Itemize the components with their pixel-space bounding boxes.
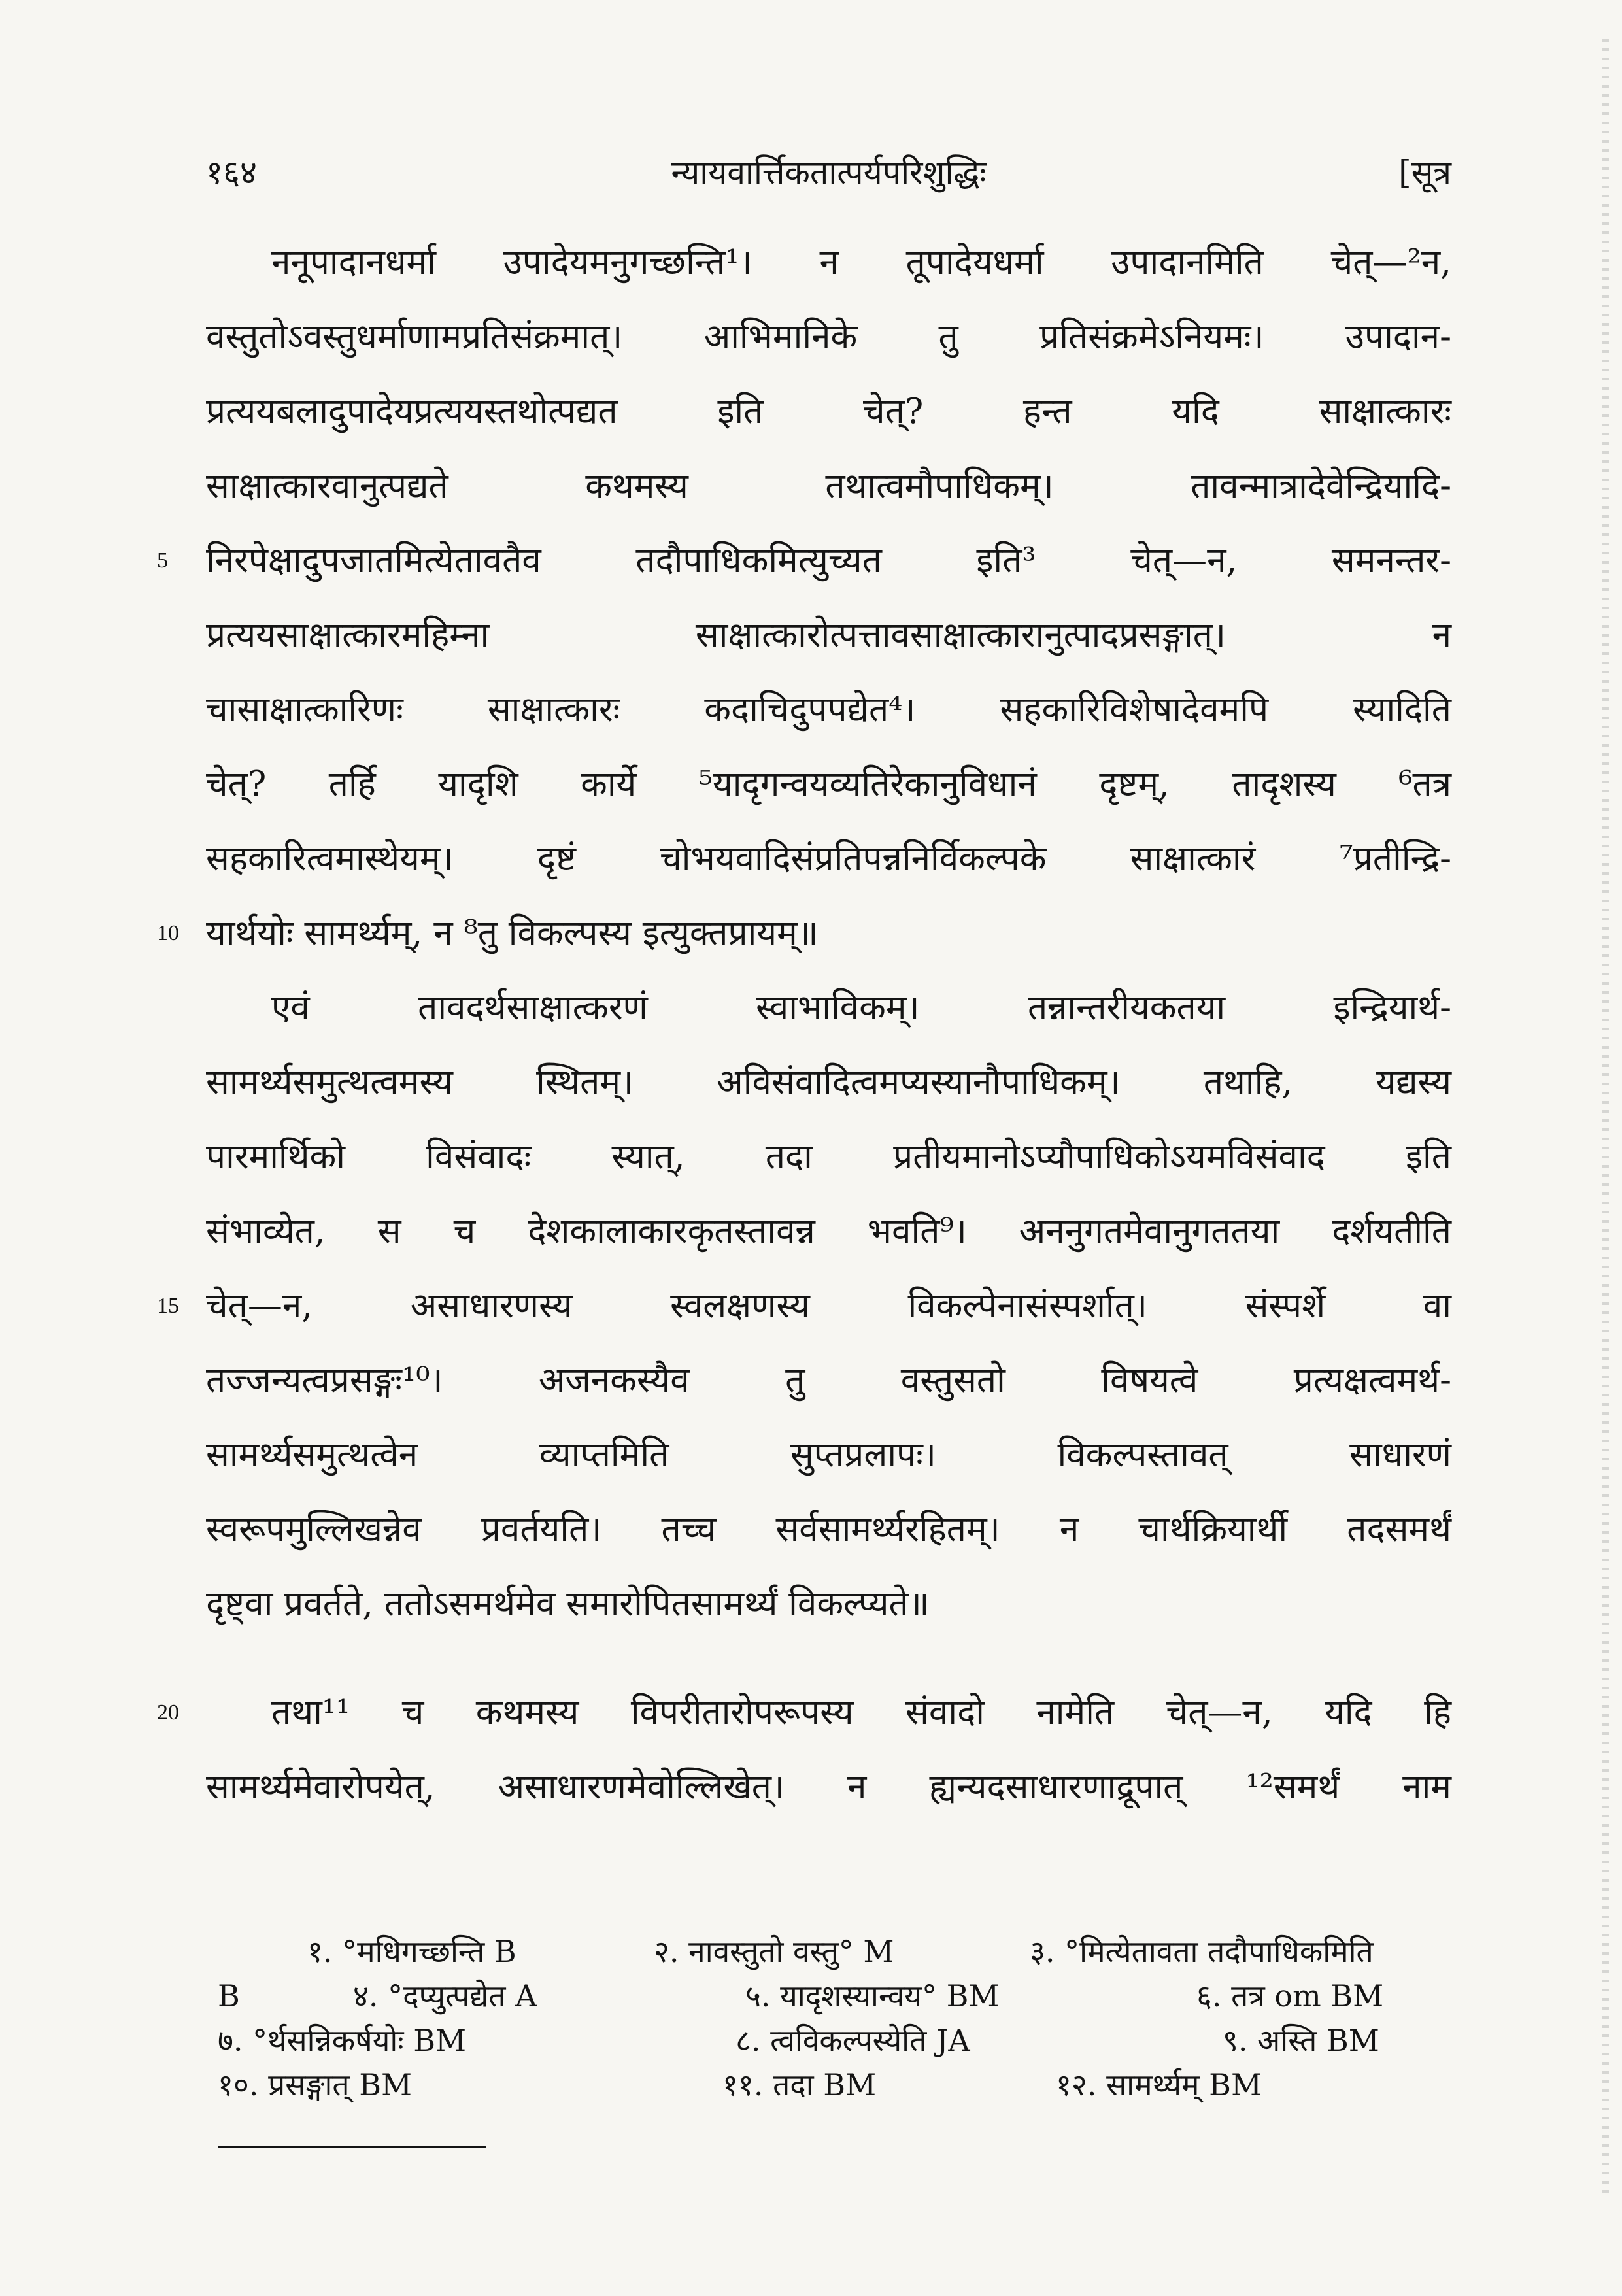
text-line: चासाक्षात्कारिणः साक्षात्कारः कदाचिदुपपद्येत⁴। सहकारिविशेषादेवमपि स्यादिति bbox=[206, 690, 1451, 730]
text-line: सामर्थ्यमेवारोपयेत्, असाधारणमेवोल्लिखेत्। न ह्यन्यदसाधारणाद्रूपात् ¹²समर्थं नाम bbox=[206, 1767, 1451, 1807]
text-line: चेत्—न, असाधारणस्य स्वलक्षणस्य विकल्पेनासंस्पर्शात्। संस्पर्शे वा bbox=[206, 1286, 1451, 1326]
footnote: १०. प्रसङ्गात् BM bbox=[218, 2067, 413, 2102]
footnote: १. °मधिगच्छन्ति B bbox=[307, 1934, 516, 1969]
footnote: B bbox=[218, 1978, 240, 2014]
line-number: 10 bbox=[157, 921, 179, 945]
footnote: ८. त्वविकल्पस्येति JA bbox=[735, 2023, 970, 2058]
text-line: सहकारित्वमास्थेयम्। दृष्टं चोभयवादिसंप्रतिपन्ननिर्विकल्पके साक्षात्कारं ⁷प्रतीन्द्रि- bbox=[206, 839, 1451, 879]
text-line: निरपेक्षादुपजातमित्येतावतैव तदौपाधिकमित्युच्यत इति³ चेत्—न, समनन्तर- bbox=[206, 541, 1451, 581]
footnote: १२. सामर्थ्यम् BM bbox=[1056, 2067, 1262, 2102]
page-number: १६४ bbox=[206, 154, 257, 192]
text-line: दृष्ट्वा प्रवर्तते, ततोऽसमर्थमेव समारोपितसामर्थ्यं विकल्प्यते॥ bbox=[206, 1584, 930, 1624]
scan-edge-artifact bbox=[1602, 39, 1609, 2197]
text-line: एवं तावदर्थसाक्षात्करणं स्वाभाविकम्। तन्नान्तरीयकतया इन्द्रियार्थ- bbox=[271, 988, 1451, 1028]
text-line: स्वरूपमुल्लिखन्नेव प्रवर्तयति। तच्च सर्वसामर्थ्यरहितम्। न चार्थक्रियार्थी तदसमर्थं bbox=[206, 1510, 1451, 1549]
line-number: 20 bbox=[157, 1700, 179, 1725]
running-header bbox=[206, 149, 1451, 208]
footnote: ५. यादृशस्यान्वय° BM bbox=[745, 1978, 1000, 2014]
line-number: 5 bbox=[157, 549, 168, 573]
text-line: सामर्थ्यसमुत्थत्वेन व्याप्तमिति सुप्तप्रलापः। विकल्पस्तावत् साधारणं bbox=[206, 1435, 1451, 1475]
text-line: यार्थयोः सामर्थ्यम्, न ⁸तु विकल्पस्य इत्युक्तप्रायम्॥ bbox=[206, 913, 819, 953]
footnote: ३. °मित्येतावता तदौपाधिकमिति bbox=[1030, 1934, 1374, 1969]
text-line: प्रत्ययसाक्षात्कारमहिम्ना साक्षात्कारोत्पत्तावसाक्षात्कारानुत्पादप्रसङ्गात्। न bbox=[206, 615, 1451, 655]
text-line: वस्तुतोऽवस्तुधर्माणामप्रतिसंक्रमात्। आभिमानिके तु प्रतिसंक्रमेऽनियमः। उपादान- bbox=[206, 317, 1451, 357]
text-line: ननूपादानधर्मा उपादेयमनुगच्छन्ति¹। न तूपादेयधर्मा उपादानमिति चेत्—²न, bbox=[271, 243, 1451, 282]
text-line: सामर्थ्यसमुत्थत्वमस्य स्थितम्। अविसंवादित्वमप्यस्यानौपाधिकम्। तथाहि, यद्यस्य bbox=[206, 1062, 1451, 1102]
footnote: २. नावस्तुतो वस्तु° M bbox=[654, 1934, 894, 1969]
footnote: ११. तदा BM bbox=[722, 2067, 877, 2102]
text-line: पारमार्थिको विसंवादः स्यात्, तदा प्रतीयमानोऽप्यौपाधिकोऽयमविसंवाद इति bbox=[206, 1137, 1451, 1177]
running-title: न्यायवार्त्तिकतात्पर्यपरिशुद्धिः bbox=[671, 154, 987, 192]
footnote: ९. अस्ति BM bbox=[1223, 2023, 1379, 2058]
text-line: तथा¹¹ च कथमस्य विपरीतारोपरूपस्य संवादो नामेति चेत्—न, यदि हि bbox=[271, 1693, 1451, 1732]
text-line: संभाव्येत, स च देशकालाकारकृतस्तावन्न भवति⁹। अननुगतमेवानुगततया दर्शयतीति bbox=[206, 1211, 1451, 1251]
text-line: चेत्? तर्हि यादृशि कार्ये ⁵यादृगन्वयव्यतिरेकानुविधानं दृष्टम्, तादृशस्य ⁶तत्र bbox=[206, 764, 1451, 804]
text-line: प्रत्ययबलादुपादेयप्रत्ययस्तथोत्पद्यत इति चेत्? हन्त यदि साक्षात्कारः bbox=[206, 392, 1451, 431]
text-line: तज्जन्यत्वप्रसङ्गः¹⁰। अजनकस्यैव तु वस्तुसतो विषयत्वे प्रत्यक्षत्वमर्थ- bbox=[206, 1360, 1451, 1400]
text-line: साक्षात्कारवानुत्पद्यते कथमस्य तथात्वमौपाधिकम्। तावन्मात्रादेवेन्द्रियादि- bbox=[206, 466, 1451, 506]
footnote-divider bbox=[218, 2146, 486, 2148]
footnote: ४. °दप्युत्पद्येत A bbox=[353, 1978, 537, 2014]
footnote: ६. तत्र om BM bbox=[1196, 1978, 1384, 2014]
section-marker: [सूत्र bbox=[1398, 154, 1451, 192]
line-number: 15 bbox=[157, 1294, 179, 1318]
footnote: ७. °र्थसन्निकर्षयोः BM bbox=[218, 2023, 467, 2058]
